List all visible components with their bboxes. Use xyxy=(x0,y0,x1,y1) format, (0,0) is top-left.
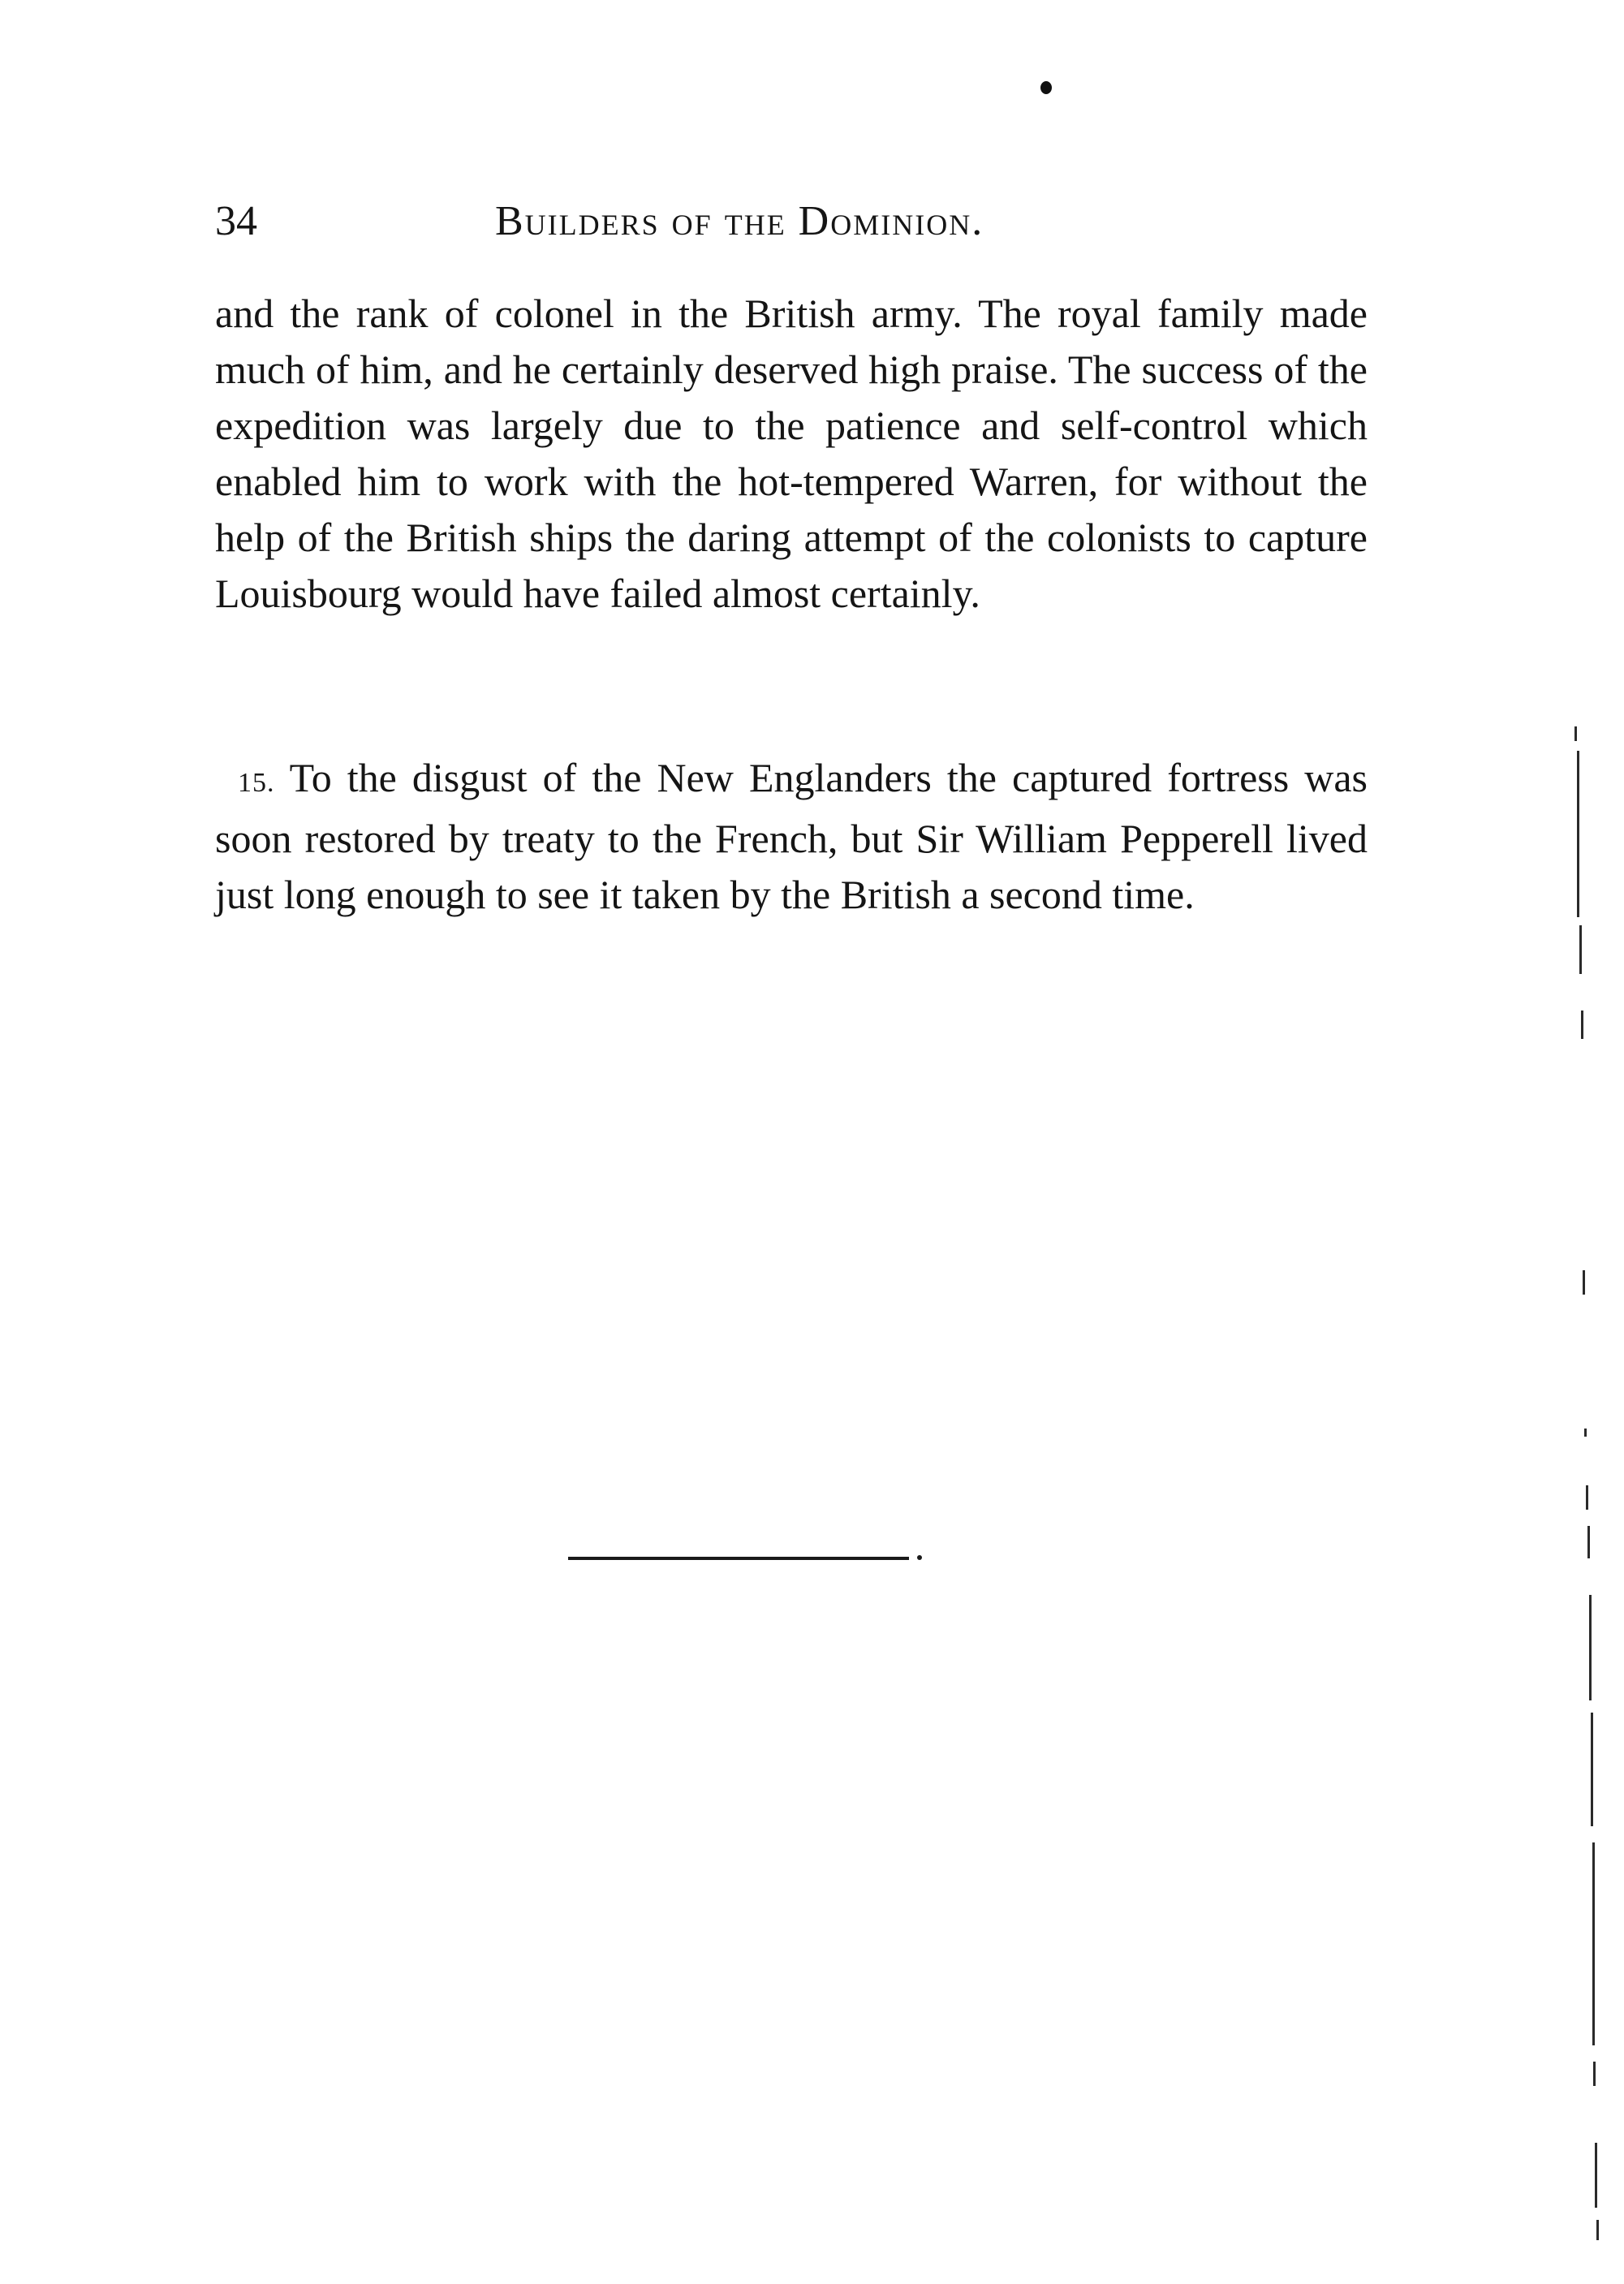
scan-mark xyxy=(1593,2062,1596,2086)
scan-mark xyxy=(1583,1270,1585,1295)
scan-mark xyxy=(1586,1485,1588,1510)
end-rule-dot xyxy=(917,1555,922,1560)
paragraph-number: 15. xyxy=(238,768,275,798)
end-rule xyxy=(568,1557,909,1560)
scan-mark xyxy=(1587,1526,1590,1558)
paragraph-text: To the disgust of the New Englanders the captured fortress was soon restored by treaty to the French, but Sir William Pepperell lived just long enough to see it taken by the British a second time. xyxy=(215,755,1368,917)
scan-mark xyxy=(1595,2143,1597,2208)
scan-mark xyxy=(1584,1429,1587,1437)
scan-mark xyxy=(1577,751,1579,917)
running-head xyxy=(215,193,1368,250)
paragraph-text: and the rank of colonel in the British army. The royal family made much of him, and he certainly deserved high praise. The success of the expedition was largely due to the patience and self-control which enabled him to work with the hot-tempered Warren, for without the help of the British ships the daring attempt of the colonists to capture Louisbourg would have failed almost certainly. xyxy=(215,291,1368,616)
paragraph-continued xyxy=(215,286,1368,622)
paragraph-15 xyxy=(215,750,1368,923)
page-number: 34 xyxy=(215,198,257,244)
scan-mark xyxy=(1589,1595,1592,1700)
scan-mark xyxy=(1581,1011,1583,1039)
scan-mark xyxy=(1596,2220,1599,2240)
scan-mark xyxy=(1591,1713,1593,1826)
scan-mark xyxy=(1592,1842,1595,2045)
scan-mark xyxy=(1579,925,1582,974)
scan-mark xyxy=(1574,726,1577,741)
running-title: Builders of the Dominion. xyxy=(495,198,984,244)
ink-speck xyxy=(1040,81,1052,94)
